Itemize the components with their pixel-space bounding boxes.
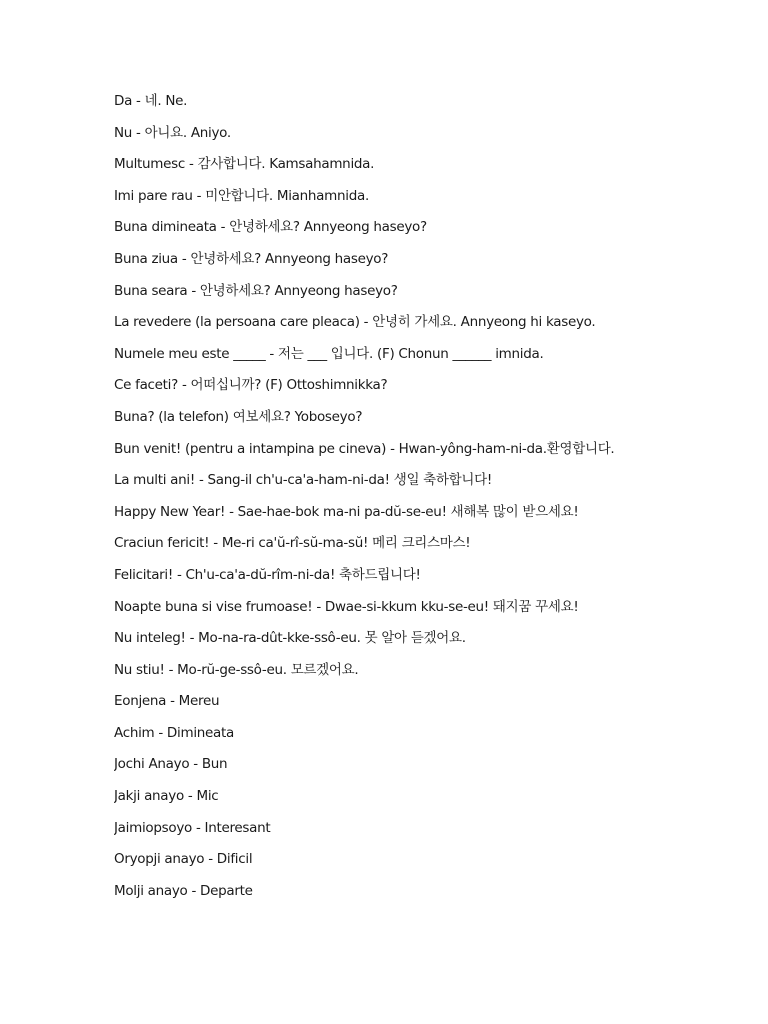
phrase-line: Bun venit! (pentru a intampina pe cineva) - Hwan-yông-ham-ni-da.환영합니다.: [114, 440, 615, 457]
phrase-line: La revedere (la persoana care pleaca) - 안녕히 가세요. Annyeong hi kaseyo.: [114, 314, 596, 331]
phrase-line: Happy New Year! - Sae-hae-bok ma-ni pa-dŭ-se-eu! 새해복 많이 받으세요!: [114, 503, 579, 520]
phrase-line: Achim - Dimineata: [114, 724, 234, 741]
phrase-line: Jakji anayo - Mic: [114, 788, 219, 805]
phrase-line: Felicitari! - Ch'u-ca'a-dŭ-rîm-ni-da! 축하드립니다!: [114, 566, 421, 583]
phrase-line: Jaimiopsoyo - Interesant: [114, 819, 271, 836]
phrase-line: Craciun fericit! - Me-ri ca'ŭ-rî-sŭ-ma-sŭ! 메리 크리스마스!: [114, 535, 471, 552]
phrase-line: Nu - 아니요. Aniyo.: [114, 124, 231, 141]
phrase-line: Buna seara - 안녕하세요? Annyeong haseyo?: [114, 282, 398, 299]
phrase-line: Noapte buna si vise frumoase! - Dwae-si-kkum kku-se-eu! 돼지꿈 꾸세요!: [114, 598, 579, 615]
phrase-line: La multi ani! - Sang-il ch'u-ca'a-ham-ni-da! 생일 축하합니다!: [114, 472, 492, 489]
phrase-list: [114, 89, 754, 910]
phrase-line: Nu stiu! - Mo-rŭ-ge-ssô-eu. 모르겠어요.: [114, 661, 359, 678]
phrase-line: Imi pare rau - 미안합니다. Mianhamnida.: [114, 187, 369, 204]
phrase-line: Ce faceti? - 어떠십니까? (F) Ottoshimnikka?: [114, 377, 388, 394]
phrase-line: Buna? (la telefon) 여보세요? Yoboseyo?: [114, 408, 363, 425]
phrase-line: Numele meu este _____ - 저는 ___ 입니다. (F) Chonun ______ imnida.: [114, 345, 544, 362]
phrase-line: Multumesc - 감사합니다. Kamsahamnida.: [114, 156, 375, 173]
phrase-line: Eonjena - Mereu: [114, 693, 220, 710]
phrase-line: Molji anayo - Departe: [114, 882, 253, 899]
phrase-line: Buna dimineata - 안녕하세요? Annyeong haseyo?: [114, 219, 427, 236]
phrase-line: Jochi Anayo - Bun: [114, 756, 228, 773]
phrase-line: Buna ziua - 안녕하세요? Annyeong haseyo?: [114, 250, 389, 267]
phrase-line: Oryopji anayo - Dificil: [114, 851, 253, 868]
phrase-line: Nu inteleg! - Mo-na-ra-dût-kke-ssô-eu. 못 알아 듣겠어요.: [114, 630, 466, 647]
phrase-line: Da - 네. Ne.: [114, 93, 188, 109]
